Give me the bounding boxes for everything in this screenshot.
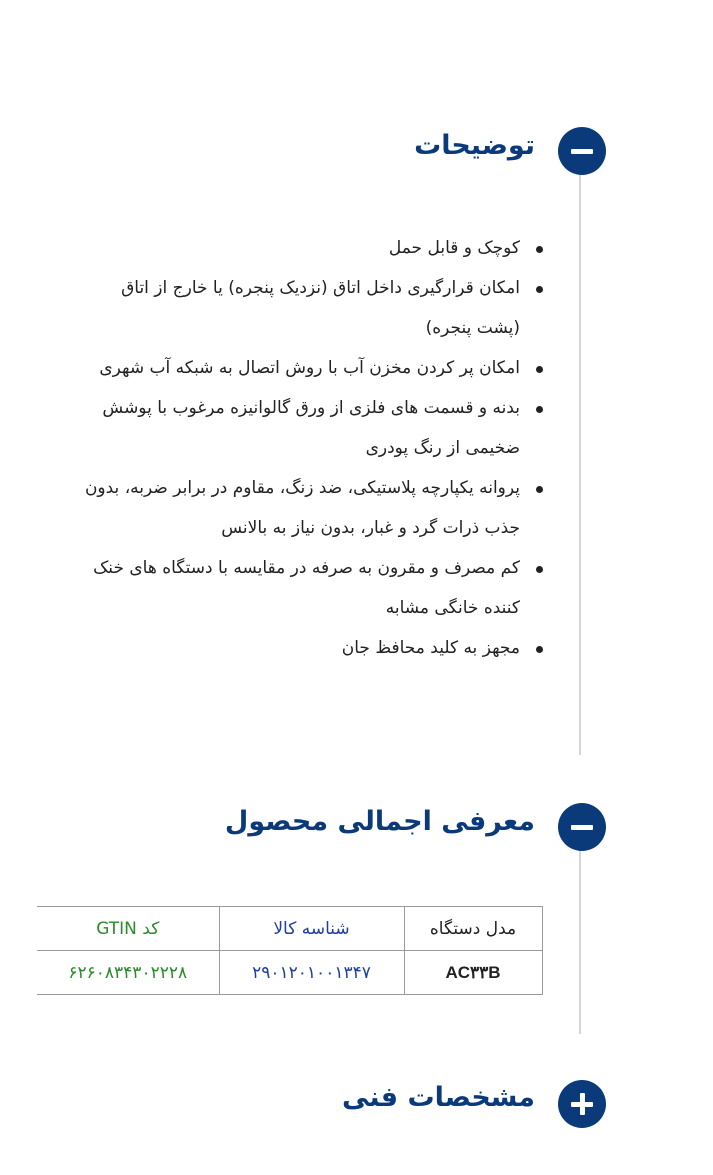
list-item: مجهز به کلید محافظ جان [80, 628, 550, 668]
description-title: توضیحات [414, 130, 535, 161]
description-toggle-button[interactable] [558, 127, 606, 175]
list-item: امکان قرارگیری داخل اتاق (نزدیک پنجره) یا خارج از اتاق (پشت پنجره) [80, 268, 550, 348]
timeline-line-intro [579, 848, 581, 1034]
list-item: کوچک و قابل حمل [80, 228, 550, 268]
table-cell-sku: ۲۹۰۱۲۰۱۰۰۱۳۴۷ [219, 951, 404, 995]
intro-title: معرفی اجمالی محصول [224, 806, 535, 837]
minus-icon [571, 149, 593, 154]
list-item: پروانه یکپارچه پلاستیکی، ضد زنگ، مقاوم در برابر ضربه، بدون جذب ذرات گرد و غبار، بدون نیاز به بالانس [80, 468, 550, 548]
minus-icon [571, 825, 593, 830]
specs-title: مشخصات فنی [342, 1082, 535, 1113]
specs-toggle-button[interactable] [558, 1080, 606, 1128]
list-item: بدنه و قسمت های فلزی از ورق گالوانیزه مرغوب با پوشش ضخیمی از رنگ پودری [80, 388, 550, 468]
table-header-model: مدل دستگاه [404, 907, 542, 951]
table-header-sku: شناسه کالا [219, 907, 404, 951]
table-header-row [37, 907, 542, 951]
table-cell-gtin: ۶۲۶۰۸۳۴۳۰۲۲۲۸ [37, 951, 219, 995]
list-item: کم مصرف و مقرون به صرفه در مقایسه با دستگاه های خنک کننده خانگی مشابه [80, 548, 550, 628]
product-intro-table [37, 906, 543, 995]
intro-toggle-button[interactable] [558, 803, 606, 851]
table-row [37, 951, 542, 995]
table-header-gtin: کد GTIN [37, 907, 219, 951]
list-item: امکان پر کردن مخزن آب با روش اتصال به شبکه آب شهری [80, 348, 550, 388]
timeline-line-description [579, 172, 581, 755]
table-cell-model: AC۳۳B [404, 951, 542, 995]
description-list [80, 228, 550, 668]
